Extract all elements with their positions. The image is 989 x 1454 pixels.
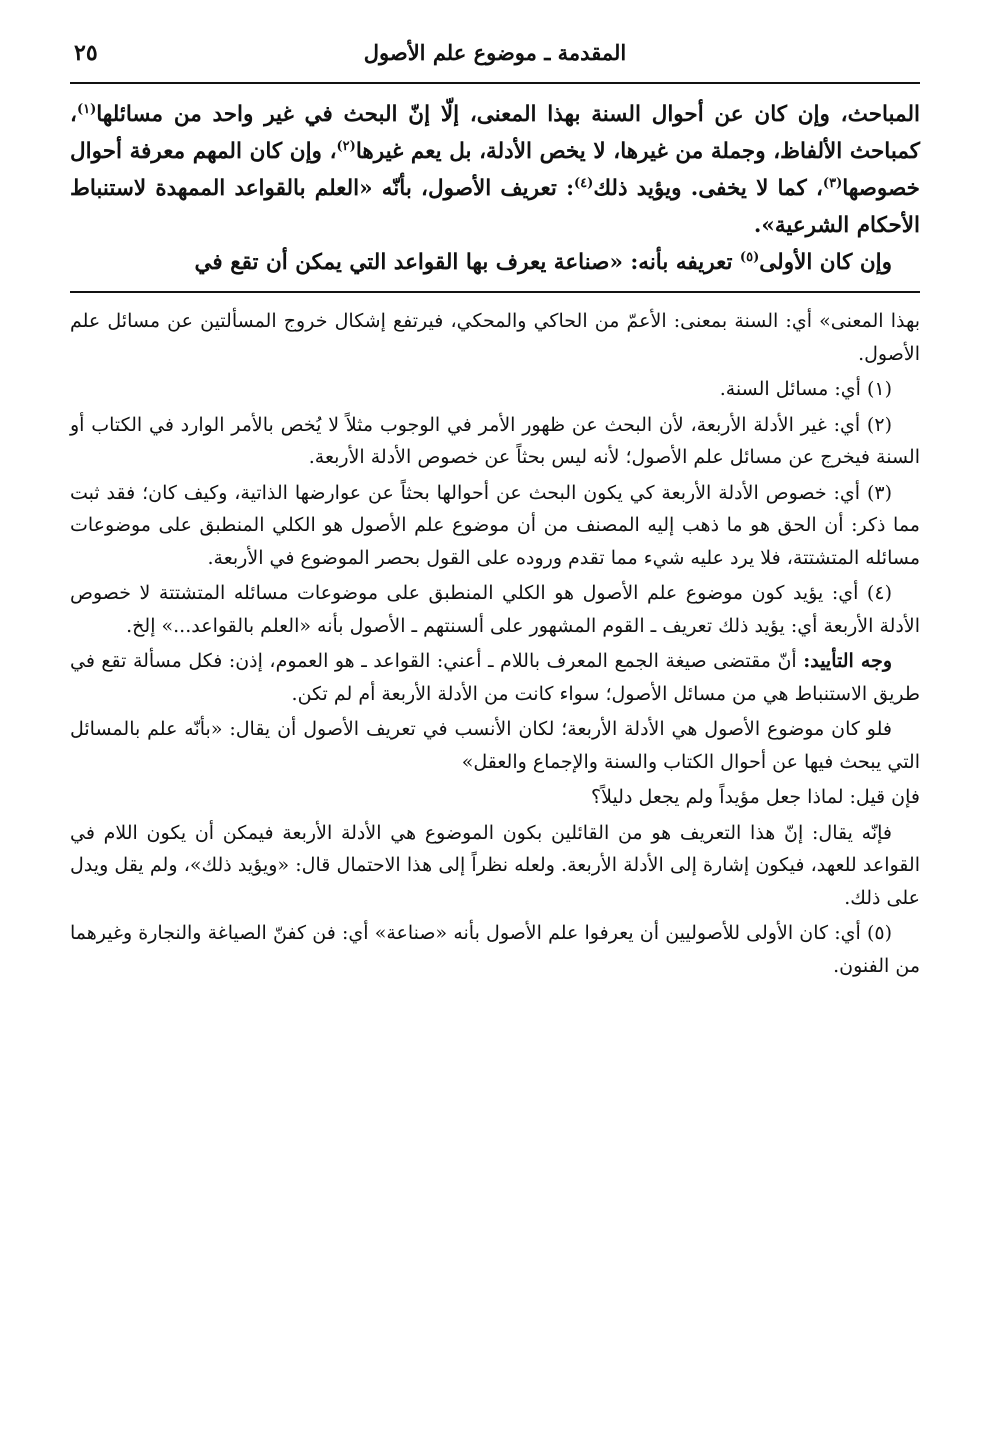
main-text-segment: المباحث، وإن كان عن أحوال السنة بهذا المعنى، إلّا إنّ البحث في غير واحد من مسائلها (96, 102, 920, 127)
header-title: المقدمة ـ موضوع علم الأصول (363, 40, 627, 65)
footnote-marker: (٤) (574, 175, 594, 191)
main-paragraph (70, 96, 920, 244)
main-paragraph (70, 244, 920, 281)
footnote-2: (٢) أي: غير الأدلة الأربعة، لأن البحث عن ظهور الأمر في الوجوب مثلاً لا يُخص بالأمر الوارد في الكتاب أو السنة فيخرج عن مسائل علم الأصول؛ لأنه ليس بحثاً عن خصوص الأدلة الأربعة. (70, 413, 920, 468)
main-text-segment: ، وإن كان المهم معرفة أحوال خصوصها (70, 139, 920, 201)
main-text-segment: ، كما لا يخفى. ويؤيد ذلك (593, 176, 823, 201)
footnote-fainnahu: فإنّه يقال: إنّ هذا التعريف هو من القائلين بكون الموضوع هي الأدلة الأربعة فيمكن أن يكون اللام في القواعد للعهد، فيكون إشارة إلى الأدلة الأربعة. ولعله نظراً إلى هذا الاحتمال قال: «ويؤيد ذلك»، ولم يقل ويدل على ذلك. (70, 821, 920, 909)
header-rule (70, 82, 920, 84)
page (70, 30, 920, 985)
footnote-marker: (٢) (336, 138, 356, 154)
main-text-segment: : تعريف الأصول، بأنّه «العلم بالقواعد الممهدة لاستنباط الأحكام الشرعية». (70, 176, 920, 238)
footnote-falaw: فلو كان موضوع الأصول هي الأدلة الأربعة؛ لكان الأنسب في تعريف الأصول أن يقال: «بأنّه علم بالمسائل التي يبحث فيها عن أحوال الكتاب والسنة والإجماع والعقل» (70, 718, 920, 773)
page-number: ٢٥ (74, 40, 98, 66)
footnote-fain: فإن قيل: لماذا جعل مؤيداً ولم يجعل دليلاً؟ (591, 786, 920, 808)
footnote-marker: (٥) (739, 249, 760, 265)
footnote-marker: (١) (76, 101, 97, 117)
footnote-marker: (٣) (822, 175, 843, 191)
footnote-continuation: بهذا المعنى» أي: السنة بمعنى: الأعمّ من الحاكي والمحكي، فيرتفع إشكال خروج المسألتين عن مسائل علم الأصول. (70, 310, 920, 365)
main-text-segment: ، كمباحث الألفاظ، وجملة من غيرها، لا يخص الأدلة، بل يعم غيرها (70, 102, 921, 164)
footnote-text: أنّ مقتضى صيغة الجمع المعرف باللام ـ أعني: القواعد ـ هو العموم، إذن: فكل مسألة تقع في طريق الاستنباط هي من مسائل الأصول؛ سواء كانت من الأدلة الأربعة أم لم تكن. (70, 650, 920, 705)
footnote-4: (٤) أي: يؤيد كون موضوع علم الأصول هو الكلي المنطبق على موضوعات مسائله المتشتتة لا خصوص الأدلة الأربعة أي: يؤيد ذلك تعريف ـ القوم المشهور على ألسنتهم ـ الأصول بأنه «العلم بالقواعد...» إلخ. (70, 582, 920, 637)
main-text-segment: تعريفه بأنه: «صناعة يعرف بها القواعد التي يمكن أن تقع في (194, 250, 740, 275)
main-text (70, 96, 920, 281)
main-text-segment: وإن كان الأولى (759, 250, 892, 275)
footnotes (70, 305, 920, 982)
footnote-5: (٥) أي: كان الأولى للأصوليين أن يعرفوا علم الأصول بأنه «صناعة» أي: فن كفنّ الصياغة والنجارة وغيرهما من الفنون. (70, 922, 920, 977)
footnote-divider (70, 291, 920, 293)
footnote-3: (٣) أي: خصوص الأدلة الأربعة كي يكون البحث عن أحوالها بحثاً عن عوارضها الذاتية، وكيف كان؛ فقد ثبت مما ذكر: أن الحق هو ما ذهب إليه المصنف من أن موضوع علم الأصول هو الكلي المنطبق على موضوعات مسائله المتشتتة، فلا يرد عليه شيء مما تقدم وروده على القول بحصر الموضوع في الأربعة. (70, 481, 920, 569)
footnote-lead: وجه التأييد: (803, 650, 892, 672)
running-header (70, 30, 920, 82)
footnote-wajh (70, 645, 920, 710)
footnote-1: (١) أي: مسائل السنة. (719, 378, 892, 400)
